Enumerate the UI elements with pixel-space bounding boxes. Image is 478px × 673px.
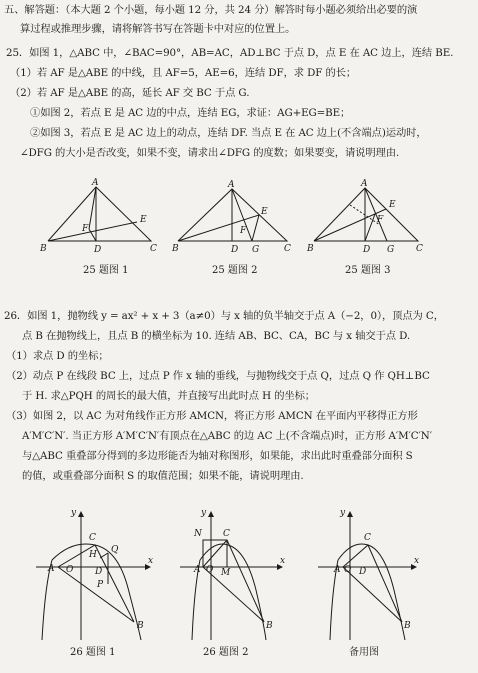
q26-fig2-label-o: O bbox=[206, 565, 214, 575]
q25-fig2-caption: 25 题图 2 bbox=[212, 265, 258, 276]
q25-fig3-label-b: B bbox=[307, 244, 314, 254]
q26-fig2-label-m: M bbox=[221, 568, 231, 578]
q25-fig1-label-f: F bbox=[82, 224, 89, 234]
q26-fig2-label-a: A bbox=[194, 565, 201, 575]
q26-fig2-label-c: C bbox=[223, 529, 230, 539]
q26-fig1-label-b: B bbox=[137, 621, 144, 631]
q26-part2a: （2）动点 P 在线段 BC 上，过点 P 作 x 轴的垂线，与抛物线交于点 Q，过点 Q 作 QH⊥BC bbox=[6, 370, 430, 382]
q25-fig3-label-g: G bbox=[387, 245, 395, 255]
q25-fig1-label-d: D bbox=[94, 245, 102, 255]
q25-fig3-label-c: C bbox=[416, 244, 423, 254]
q26-fig2-ac bbox=[203, 540, 227, 567]
q25-fig1-label-b: B bbox=[40, 244, 47, 254]
q25-fig2-label-d: D bbox=[231, 245, 239, 255]
q26-fig3-caption: 备用图 bbox=[349, 647, 379, 658]
q25-fig3-label-a: A bbox=[361, 179, 368, 189]
q26-fig2-label-x: x bbox=[280, 556, 286, 566]
q26-fig3-label-y: y bbox=[340, 508, 346, 518]
q25-sub2b: ∠DFG 的大小是否改变，如果不变，请求出∠DFG 的度数；如果要变，请说明理由. bbox=[20, 147, 400, 159]
q25-fig2-label-g: G bbox=[252, 245, 260, 255]
q25-sub2a: ②如图 3，若点 E 是 AC 边上的动点，连结 DF. 当点 E 在 AC 边上(不含端点)运动时， bbox=[30, 127, 427, 139]
q25-fig2-label-c: C bbox=[284, 244, 291, 254]
q25-fig2-label-b: B bbox=[172, 244, 179, 254]
q25-fig3-label-e: E bbox=[389, 200, 396, 210]
q26-fig2-cb bbox=[227, 540, 264, 622]
q26-fig3-parabola bbox=[338, 544, 405, 640]
q25-part1: （1）若 AF 是△ABE 的中线，且 AF=5，AE=6，连结 DF，求 DF 的长； bbox=[10, 67, 357, 79]
q25-stem: 25．如图 1，△ABC 中，∠BAC=90°，AB=AC，AD⊥BC 于点 D，点 E 在 AC 边上，连结 BE. bbox=[6, 47, 454, 59]
q25-fig2-label-f: F bbox=[240, 226, 247, 236]
q26-fig2-label-y: y bbox=[201, 508, 207, 518]
q26-fig1-qh bbox=[100, 553, 108, 558]
q26-fig3-label-d: D bbox=[359, 567, 367, 577]
q26-fig3-label-b: B bbox=[404, 621, 411, 631]
q26-stem-a: 26．如图 1，抛物线 y = ax² + x + 3（a≠0）与 x 轴的负半轴交于点 A（−2，0），顶点为 C， bbox=[4, 310, 444, 322]
q26-fig2-caption: 26 题图 2 bbox=[203, 647, 249, 658]
q26-fig2-ab bbox=[203, 567, 264, 622]
q26-part3a: （3）如图 2，以 AC 为对角线作正方形 AMCN，将正方形 AMCN 在平面内平移得正方形 bbox=[6, 410, 418, 422]
q25-fig1-label-a: A bbox=[92, 178, 99, 188]
q26-part3b: A′M′C′N′. 当正方形 A′M′C′N′有顶点在△ABC 的边 AC 上(不含端点)时，正方形 A′M′C′N′ bbox=[22, 430, 432, 442]
q25-part2: （2）若 AF 是△ABE 的高，延长 AF 交 BC 于点 G. bbox=[10, 87, 250, 99]
q26-fig1-label-c: C bbox=[89, 533, 96, 543]
q26-part3c: 与△ABC 重叠部分得到的多边形能否为轴对称图形，如果能，求出此时重叠部分面积 S bbox=[22, 450, 413, 462]
q26-fig2-parabola bbox=[200, 544, 266, 640]
q26-fig1-label-o: O bbox=[66, 565, 74, 575]
q26-fig3-label-c: C bbox=[364, 533, 371, 543]
q26-fig2-label-n: N bbox=[194, 529, 202, 539]
section-header-cont: 算过程或推理步骤，请将解答书写在答题卡中对应的位置上。 bbox=[20, 23, 296, 35]
q26-fig2-label-b: B bbox=[266, 621, 273, 631]
q25-fig1-label-c: C bbox=[150, 244, 157, 254]
q26-part1: （1）求点 D 的坐标； bbox=[6, 350, 109, 362]
q26-fig3-triangle bbox=[343, 545, 402, 622]
q26-fig3-label-x: x bbox=[414, 556, 420, 566]
q26-fig1-label-q: Q bbox=[111, 545, 119, 555]
q25-fig2-label-e: E bbox=[261, 207, 268, 217]
q26-part2b: 于 H. 求△PQH 的周长的最大值，并直接写出此时点 H 的坐标； bbox=[22, 390, 315, 402]
q25-fig2-label-a: A bbox=[228, 180, 235, 190]
q26-fig1-label-x: x bbox=[148, 556, 154, 566]
section-header: 五、解答题：（本大题 2 个小题，每小题 12 分，共 24 分）解答时每小题必须给出必要的演 bbox=[4, 4, 418, 16]
q26-stem-b: 点 B 在抛物线上，且点 B 的横坐标为 10. 连结 AB、BC、CA，BC 与 x 轴交于点 D. bbox=[22, 330, 411, 342]
q25-fig3-label-f: F bbox=[377, 215, 384, 225]
q26-fig1-caption: 26 题图 1 bbox=[70, 647, 116, 658]
q26-fig1-label-p: P bbox=[97, 580, 104, 590]
q26-fig3-label-o: O bbox=[344, 565, 352, 575]
q26-fig1-label-h: H bbox=[89, 550, 97, 560]
q25-fig3-label-d: D bbox=[363, 245, 371, 255]
q26-fig1-label-y: y bbox=[71, 508, 77, 518]
q25-sub1: ①如图 2，若点 E 是 AC 边的中点，连结 EG，求证：AG+EG=BE； bbox=[30, 107, 351, 119]
q25-fig1-label-e: E bbox=[140, 215, 147, 225]
q26-fig3-label-a: A bbox=[334, 565, 341, 575]
q25-fig1-caption: 25 题图 1 bbox=[83, 265, 129, 276]
q26-part3d: 的值，或重叠部分面积 S 的取值范围；如果不能，请说明理由. bbox=[22, 470, 304, 482]
q26-fig1-label-d: D bbox=[95, 567, 103, 577]
q26-fig1-label-a: A bbox=[48, 564, 55, 574]
q25-fig3-caption: 25 题图 3 bbox=[345, 265, 391, 276]
